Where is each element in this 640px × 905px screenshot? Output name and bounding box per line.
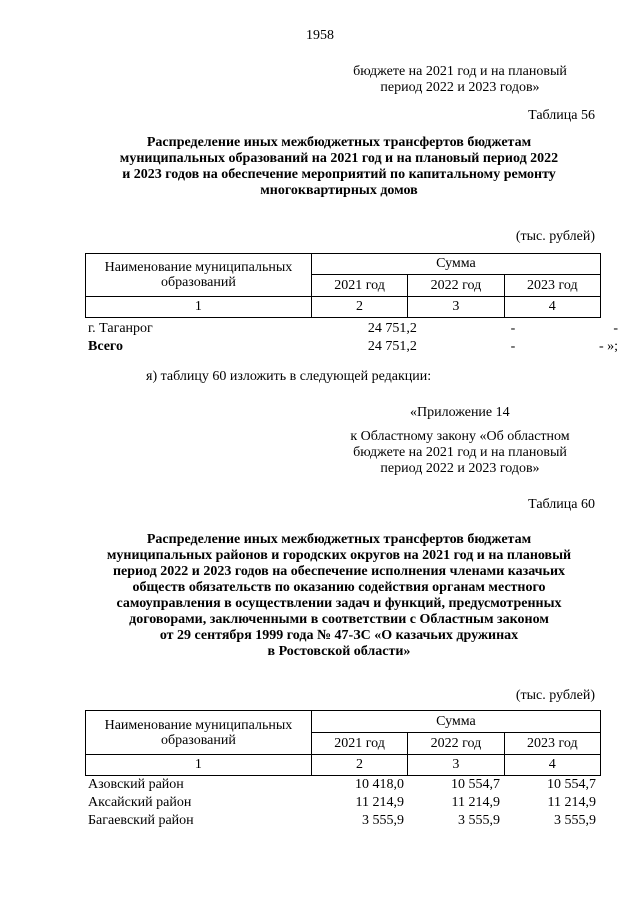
row-2021: 10 418,0 <box>355 777 404 792</box>
row-2021: 24 751,2 <box>367 321 417 336</box>
appendix-line-3: бюджете на 2021 год и на плановый <box>353 445 567 460</box>
table-56-units: (тыс. рублей) <box>515 229 595 244</box>
row-2023: 10 554,7 <box>547 777 596 792</box>
title-line: от 29 сентября 1999 года № 47-ЗС «О казачьих дружинах <box>159 628 519 643</box>
title-line: в Ростовской области» <box>267 644 411 659</box>
header-col-2: 2 <box>311 755 407 776</box>
row-2022: - <box>510 339 516 354</box>
title-line: Распределение иных межбюджетных трансфертов бюджетам <box>146 532 532 547</box>
header-col-4: 4 <box>504 755 600 776</box>
table-row <box>88 320 618 338</box>
table-56-label: Таблица 56 <box>528 108 595 123</box>
row-2023: - <box>613 321 618 336</box>
row-name: Багаевский район <box>88 813 194 828</box>
appendix-line-2: к Областному закону «Об областном <box>350 429 570 444</box>
header-col-3: 3 <box>408 755 504 776</box>
row-2023: 3 555,9 <box>554 813 596 828</box>
title-line: муниципальных образований на 2021 год и на плановый период 2022 <box>119 151 559 166</box>
title-line: многоквартирных домов <box>260 183 418 198</box>
header-col-1: 1 <box>86 755 312 776</box>
appendix-line-4: период 2022 и 2023 годов» <box>380 461 540 476</box>
table-row <box>88 794 596 812</box>
title-line: договорами, заключенными в соответствии с Областным законом <box>129 612 549 627</box>
header-name: Наименование муниципальных образований <box>86 711 312 755</box>
header-2023: 2023 год <box>504 275 600 297</box>
continuation-line-1: бюджете на 2021 год и на плановый <box>353 64 567 79</box>
row-name: г. Таганрог <box>88 321 153 336</box>
header-col-2: 2 <box>311 297 407 318</box>
header-col-1: 1 <box>86 297 312 318</box>
appendix-line-1: «Приложение 14 <box>410 405 510 420</box>
header-2021: 2021 год <box>311 733 407 755</box>
table-row <box>88 812 596 830</box>
table-row <box>88 338 618 356</box>
table-60-label: Таблица 60 <box>528 497 595 512</box>
row-2023: 11 214,9 <box>547 795 596 810</box>
row-name: Всего <box>88 339 123 354</box>
row-2021: 3 555,9 <box>362 813 404 828</box>
row-2022: 11 214,9 <box>451 795 500 810</box>
header-2021: 2021 год <box>311 275 407 297</box>
continuation-text <box>330 64 590 96</box>
row-2023: - »; <box>598 339 618 354</box>
table-56-body <box>88 320 618 356</box>
table-60-body <box>88 776 596 830</box>
row-name: Аксайский район <box>88 795 192 810</box>
appendix-text <box>330 429 590 477</box>
header-2022: 2022 год <box>408 275 504 297</box>
header-name: Наименование муниципальных образований <box>86 254 312 297</box>
header-sum: Сумма <box>311 254 600 275</box>
table-56-title <box>60 135 618 199</box>
row-name: Азовский район <box>88 777 184 792</box>
continuation-line-2: период 2022 и 2023 годов» <box>380 80 540 95</box>
title-line: Распределение иных межбюджетных трансфертов бюджетам <box>146 135 532 150</box>
row-2022: 10 554,7 <box>451 777 500 792</box>
table-row <box>88 776 596 794</box>
row-2022: - <box>510 321 516 336</box>
header-col-4: 4 <box>504 297 600 318</box>
title-line: обществ обязательств по оказанию содействия органам местного <box>132 580 546 595</box>
header-2023: 2023 год <box>504 733 600 755</box>
table-60-units: (тыс. рублей) <box>515 688 595 703</box>
title-line: период 2022 и 2023 годов на обеспечение исполнения членами казачьих <box>112 564 566 579</box>
table-56-header <box>85 253 601 318</box>
row-2021: 24 751,2 <box>367 339 417 354</box>
table-60-title <box>60 532 618 660</box>
row-2021: 11 214,9 <box>355 795 404 810</box>
instruction-text: я) таблицу 60 изложить в следующей редакции: <box>146 369 432 384</box>
row-2022: 3 555,9 <box>458 813 500 828</box>
header-sum: Сумма <box>311 711 600 733</box>
page-number: 1958 <box>306 28 334 43</box>
title-line: и 2023 годов на обеспечение мероприятий по капитальному ремонту <box>122 167 556 182</box>
title-line: муниципальных районов и городских округов на 2021 год и на плановый <box>106 548 572 563</box>
table-60-header <box>85 710 601 776</box>
header-2022: 2022 год <box>408 733 504 755</box>
header-col-3: 3 <box>408 297 504 318</box>
title-line: самоуправления в осуществлении задач и функций, предусмотренных <box>116 596 562 611</box>
